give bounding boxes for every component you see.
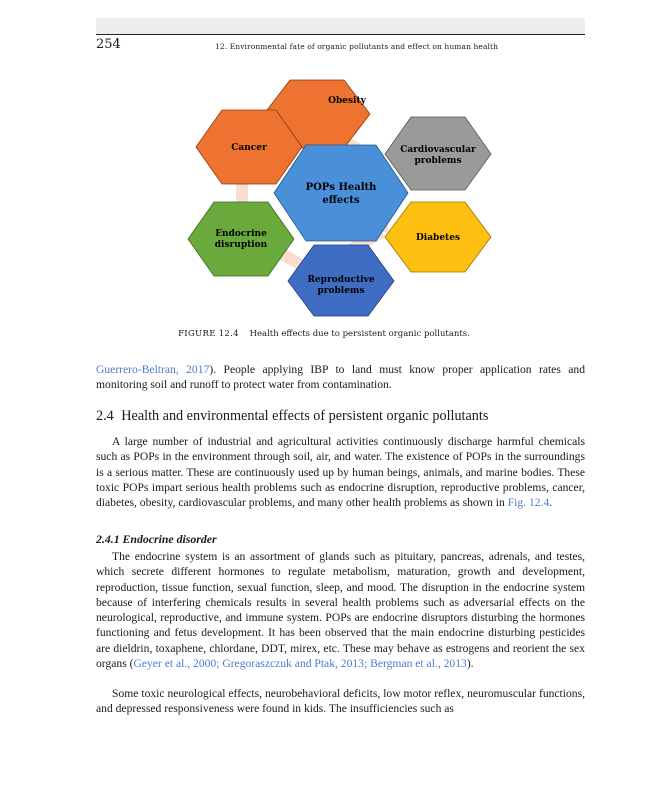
- section-number: 2.4: [96, 408, 114, 424]
- hex-cardiovascular: [385, 117, 491, 190]
- citations-link[interactable]: Geyer et al., 2000; Gregoraszczuk and Ptak, 2013; Bergman et al., 2013: [133, 657, 467, 671]
- hex-endocrine: [188, 202, 294, 276]
- subsection-paragraph-1: [96, 549, 585, 671]
- hex-obesity-label: Obesity: [328, 96, 366, 106]
- hex-center-label: POPs Health effects: [305, 182, 377, 206]
- header-rule: [96, 34, 585, 35]
- hex-diabetes: [385, 202, 491, 272]
- citation-link[interactable]: Guerrero-Beltran, 2017: [96, 363, 210, 376]
- section-paragraph-text: A large number of industrial and agricultural activities continuously discharge harmful chemicals such as POPs in the environment through soil, air, and water. The existence of POPs in the surroundings is a serious matter. These are continuously used up by human beings, animals, and marine bodies. These toxic POPs impart serious health problems such as endocrine disruption, reproductive problems, cancer, diabetes, obesity, cardiovascular problems, and many other health problems as shown in: [96, 435, 585, 510]
- intro-paragraph-text: ). People applying IBP to land must know proper application rates and monitoring soil and runoff to protect water from contamination.: [96, 363, 585, 392]
- subsection-heading: 2.4.1 Endocrine disorder: [96, 532, 217, 546]
- subsection-paragraph-1-text: The endocrine system is an assortment of glands such as pituitary, pancreas, adrenals, and testes, which secrete different hormones to regulate metabolism, maturation, growth and development, reproduction, tissue function, sexual function, sleep, and mood. The disruption in the endocrine system because of interfering chemicals results in several health problems such as adversarial effects on the neurological, reproductive, and immune system. POPs are endocrine disruptors disturbing the hormones functioning and fetus development. It has been observed that the main endocrine disturbing pesticides are dieldrin, toxaphene, chlordane, DDT, mirex, etc. These may behave as estrogens and reorient the sex organs (: [96, 550, 585, 671]
- figure-reference-link[interactable]: Fig. 12.4: [507, 496, 550, 510]
- hex-reproductive: [288, 245, 394, 316]
- hex-reproductive-label: Reproductive problems: [307, 275, 375, 296]
- hex-cancer-label: Cancer: [231, 143, 267, 153]
- hex-diabetes-label: Diabetes: [415, 233, 461, 243]
- section-paragraph-end: .: [549, 496, 553, 510]
- hex-endocrine-label: Endocrine disruption: [214, 229, 268, 250]
- section-heading: [96, 408, 488, 425]
- header-band: [96, 18, 585, 34]
- section-title: Health and environmental effects of persistent organic pollutants: [121, 408, 489, 424]
- figure-caption: [0, 329, 648, 339]
- intro-paragraph: [96, 362, 585, 393]
- figure-caption-text: Health effects due to persistent organic pollutants.: [249, 329, 470, 339]
- subsection-paragraph-2: Some toxic neurological effects, neurobehavioral deficits, low motor reflex, neuromuscular functions, and depressed responsiveness were found in kids. The insufficiencies such as: [96, 687, 585, 716]
- section-paragraph: [96, 434, 585, 510]
- running-title: 12. Environmental fate of organic pollutants and effect on human health: [215, 42, 499, 51]
- pops-health-effects-diagram: [180, 72, 500, 322]
- subsection-paragraph-1-end: ).: [466, 657, 474, 671]
- hex-cardiovascular-label: Cardiovascular problems: [400, 145, 476, 166]
- figure-caption-label: FIGURE 12.4: [178, 329, 239, 339]
- hex-endocrine-shape: [188, 202, 294, 276]
- page-number: 254: [96, 37, 121, 52]
